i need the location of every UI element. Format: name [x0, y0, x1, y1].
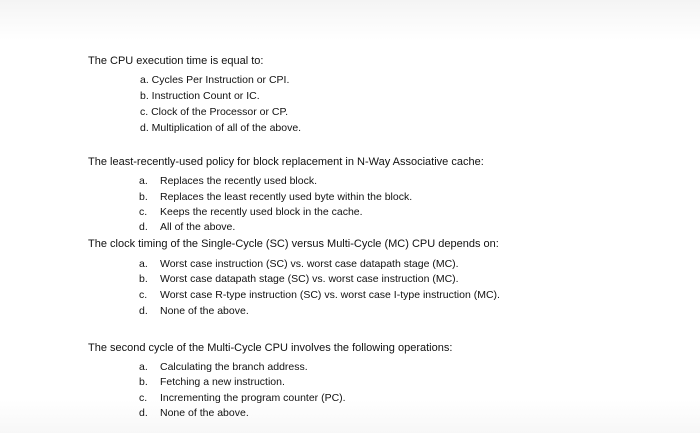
question-2-option-b: Replaces the least recently used byte within the block.: [160, 191, 413, 203]
question-4-option-d: None of the above.: [160, 407, 249, 419]
question-2-text: The least-recently-used policy for block replacement in N-Way Associative cache:: [88, 156, 484, 168]
question-2-option-b-marker: b.: [139, 191, 148, 203]
question-1-option-b: b. Instruction Count or IC.: [140, 90, 260, 102]
question-4-option-a-marker: a.: [139, 361, 148, 373]
question-3-text: The clock timing of the Single-Cycle (SC) versus Multi-Cycle (MC) CPU depends on:: [88, 238, 499, 250]
question-3-option-a: Worst case instruction (SC) vs. worst case datapath stage (MC).: [160, 258, 459, 270]
question-3-option-d: None of the above.: [160, 305, 249, 317]
question-1-option-a: a. Cycles Per Instruction or CPI.: [140, 74, 290, 86]
question-2-option-a: Replaces the recently used block.: [160, 175, 318, 187]
question-1-text: The CPU execution time is equal to:: [88, 55, 264, 67]
question-1-option-c: c. Clock of the Processor or CP.: [140, 106, 289, 118]
question-4-option-c-marker: c.: [139, 392, 148, 404]
question-4-option-c: Incrementing the program counter (PC).: [160, 392, 346, 404]
question-4-option-a: Calculating the branch address.: [160, 361, 308, 373]
question-2-option-c-marker: c.: [139, 206, 148, 218]
question-2-option-a-marker: a.: [139, 175, 148, 187]
question-4-option-b-marker: b.: [139, 376, 148, 388]
question-3-option-a-marker: a.: [139, 258, 148, 270]
question-4-option-d-marker: d.: [139, 407, 148, 419]
question-3-option-b: Worst case datapath stage (SC) vs. worst case instruction (MC).: [160, 273, 459, 285]
question-1-option-d: d. Multiplication of all of the above.: [140, 122, 302, 134]
question-2-option-c: Keeps the recently used block in the cache.: [160, 206, 363, 218]
question-2-option-d: All of the above.: [160, 221, 236, 233]
question-4-text: The second cycle of the Multi-Cycle CPU involves the following operations:: [88, 342, 453, 354]
question-3-option-c: Worst case R-type instruction (SC) vs. worst case I-type instruction (MC).: [160, 289, 500, 301]
question-2-option-d-marker: d.: [139, 221, 148, 233]
question-3-option-c-marker: c.: [139, 289, 148, 301]
question-3-option-b-marker: b.: [139, 273, 148, 285]
question-3-option-d-marker: d.: [139, 305, 148, 317]
question-4-option-b: Fetching a new instruction.: [160, 376, 285, 388]
